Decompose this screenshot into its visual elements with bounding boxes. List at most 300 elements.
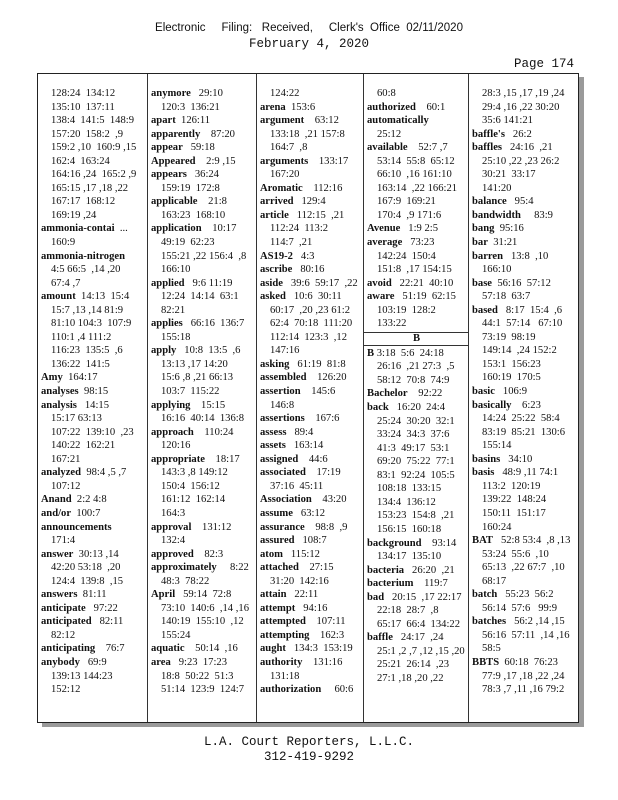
index-term: batch — [472, 589, 498, 601]
index-term: basic — [472, 386, 495, 398]
index-entry-continuation — [469, 87, 579, 101]
index-term: anybody — [41, 656, 80, 668]
index-term: Avenue — [367, 223, 401, 235]
index-term: asking — [260, 358, 290, 370]
index-term: bang — [472, 223, 495, 235]
page-line-refs: 164:16 ,24 165:2 ,9 — [51, 169, 137, 181]
index-entry — [257, 561, 364, 575]
index-entry — [148, 168, 257, 182]
index-entry — [148, 87, 257, 101]
index-term: authorization — [260, 684, 322, 696]
index-entry — [38, 222, 147, 236]
page-line-refs: 33:24 34:3 37:6 — [377, 429, 450, 441]
page-line-refs: 83:1 92:24 105:5 — [377, 469, 455, 481]
index-entry-continuation — [38, 412, 147, 426]
page-line-refs: 149:14 ,24 152:2 — [482, 345, 557, 357]
page-line-refs: 108:18 133:15 — [377, 483, 442, 495]
index-entry — [257, 290, 364, 304]
index-entry-continuation — [364, 155, 469, 169]
page-line-refs: 159:19 172:8 — [161, 182, 220, 194]
page-line-refs: 145:6 — [300, 386, 336, 398]
index-entry-continuation — [364, 317, 469, 331]
page-line-refs: 16:20 24:4 — [388, 402, 446, 414]
index-entry — [257, 182, 364, 196]
index-entry-continuation — [364, 182, 469, 196]
page-line-refs: 132:4 — [161, 535, 186, 547]
index-entry-continuation — [38, 453, 147, 467]
index-term: arrived — [260, 196, 294, 208]
index-entry-continuation — [38, 683, 147, 697]
index-term: asked — [260, 291, 286, 303]
index-term: analyzed — [41, 467, 82, 479]
page-line-refs: 3:18 5:6 24:18 — [374, 347, 444, 359]
index-entry — [469, 534, 579, 548]
page-line-refs: 163:14 ,22 166:21 — [377, 182, 458, 194]
index-entry — [257, 371, 364, 385]
section-letter: B — [364, 332, 469, 346]
index-entry — [38, 399, 147, 413]
index-entry-continuation — [364, 645, 469, 659]
page-line-refs: 57:18 63:7 — [482, 291, 531, 303]
page-line-refs: 25:1 ,2 ,7 ,12 ,15 ,20 — [377, 645, 465, 657]
page-line-refs: 65:13 ,22 67:7 ,10 — [482, 562, 565, 574]
page-line-refs: 95:4 — [506, 196, 534, 208]
index-entry — [469, 128, 579, 142]
index-entry-continuation — [469, 629, 579, 643]
page-line-refs: 53:14 55:8 65:12 — [377, 155, 455, 167]
page-line-refs: 129:4 — [293, 196, 326, 208]
index-entry-continuation — [257, 344, 364, 358]
page-line-refs: 159:2 ,10 160:9 ,15 — [51, 142, 137, 154]
index-term: attached — [260, 562, 299, 574]
index-entry-continuation — [148, 209, 257, 223]
page-line-refs: 42:20 53:18 ,20 — [51, 562, 121, 574]
index-entry — [38, 466, 147, 480]
index-entry-continuation — [469, 317, 579, 331]
page-line-refs: 171:4 — [51, 535, 76, 547]
page-line-refs: 164:7 ,8 — [270, 142, 308, 154]
index-entry-continuation — [469, 575, 579, 589]
page-line-refs: 93:14 — [421, 537, 457, 549]
index-entry — [148, 521, 257, 535]
index-entry-continuation — [148, 670, 257, 684]
page-line-refs: 97:22 — [85, 602, 118, 614]
page-line-refs: 30:21 33:17 — [482, 169, 536, 181]
page-line-refs: 146:8 — [270, 399, 295, 411]
page-line-refs: 14:24 25:22 58:4 — [482, 413, 560, 425]
index-entry — [148, 141, 257, 155]
index-entry-continuation — [38, 87, 147, 101]
filing-header: Electronic Filing: Received, Clerk's Office 02/11/2020 — [155, 22, 463, 34]
index-term: avoid — [367, 277, 392, 289]
index-entry-continuation — [364, 168, 469, 182]
index-term: atom — [260, 548, 283, 560]
page-line-refs: 153:1 156:23 — [482, 358, 541, 370]
court-reporter-phone: 312-419-9292 — [263, 750, 354, 764]
index-entry-continuation — [148, 629, 257, 643]
index-box — [37, 73, 579, 723]
page-line-refs: 53:24 55:6 ,10 — [482, 548, 549, 560]
page-line-refs: 108:7 — [294, 535, 327, 547]
index-entry — [364, 591, 469, 605]
index-term: announcements — [41, 521, 112, 533]
page-line-refs: 136:22 141:5 — [51, 358, 110, 370]
page-line-refs: 141:20 — [482, 182, 512, 194]
index-entry — [257, 114, 364, 128]
index-entry — [469, 236, 579, 250]
page-line-refs: 107:11 — [305, 616, 346, 628]
index-entry — [38, 548, 147, 562]
index-term: area — [151, 656, 171, 668]
index-entry-continuation — [469, 371, 579, 385]
page-line-refs: 161:12 162:14 — [161, 494, 226, 506]
page-line-refs: 36:24 — [186, 169, 219, 181]
index-entry — [364, 277, 469, 291]
page-line-refs: 165:15 ,17 ,18 ,22 — [51, 182, 129, 194]
page-line-refs: 22:18 28:7 ,8 — [377, 605, 439, 617]
page-line-refs: 35:6 141:21 — [482, 115, 533, 127]
index-entry-continuation — [469, 290, 579, 304]
page-line-refs: 2:9 ,15 — [195, 155, 236, 167]
page-line-refs: 167:9 169:21 — [377, 196, 436, 208]
index-entry-continuation — [148, 493, 257, 507]
index-term: assess — [260, 426, 287, 438]
index-term: Aromatic — [260, 182, 303, 194]
index-entry-continuation — [364, 604, 469, 618]
index-entry — [364, 631, 469, 645]
index-term: authority — [260, 656, 303, 668]
page-line-refs: 63:12 — [292, 507, 326, 519]
index-entry-continuation — [148, 290, 257, 304]
index-entry-continuation — [148, 304, 257, 318]
page-line-refs: 112:24 113:2 — [270, 223, 329, 235]
index-term: attempted — [260, 616, 306, 628]
page-line-refs: 66:10 ,16 161:10 — [377, 169, 452, 181]
page-line-refs: 167:20 — [270, 169, 300, 181]
index-term: aware — [367, 291, 395, 303]
page-line-refs: 6:23 — [511, 399, 541, 411]
index-entry — [257, 209, 364, 223]
page-line-refs: 21:8 — [197, 196, 227, 208]
index-entry-continuation — [148, 385, 257, 399]
index-entry — [148, 128, 257, 142]
page-line-refs: 160:19 170:5 — [482, 372, 541, 384]
index-entry-continuation — [364, 442, 469, 456]
page-line-refs: 73:23 — [402, 237, 435, 249]
index-entry-continuation — [38, 358, 147, 372]
index-entry-continuation — [148, 602, 257, 616]
index-term: and/or — [41, 507, 72, 519]
index-entry-continuation — [469, 521, 579, 535]
page-line-refs: 147:16 — [270, 345, 300, 357]
page-line-refs: 24:17 ,24 — [392, 632, 444, 644]
index-column-4 — [363, 74, 469, 722]
index-entry-continuation — [364, 87, 469, 101]
page-line-refs: 52:7 ,7 — [407, 142, 448, 154]
index-entry — [469, 304, 579, 318]
page-line-refs: 152:12 — [51, 684, 81, 696]
index-entry-continuation — [148, 371, 257, 385]
page-line-refs: 25:12 — [377, 128, 402, 140]
index-term: apparently — [151, 128, 201, 140]
index-entry-continuation — [364, 550, 469, 564]
index-entry-continuation — [257, 168, 364, 182]
index-term: amount — [41, 291, 76, 303]
index-entry-continuation — [469, 358, 579, 372]
page-line-refs: 87:20 — [200, 128, 235, 140]
index-term: baffle's — [472, 128, 505, 140]
index-entry-continuation — [38, 575, 147, 589]
index-term: arguments — [260, 155, 309, 167]
page-line-refs: 78:3 ,7 ,11 ,16 79:2 — [482, 684, 565, 696]
page-line-refs: 25:24 30:20 32:1 — [377, 415, 455, 427]
index-term: application — [151, 223, 202, 235]
page-line-refs: 25:10 ,22 ,23 26:2 — [482, 155, 560, 167]
index-entry-continuation — [38, 141, 147, 155]
index-entry-continuation — [38, 277, 147, 291]
index-entry-continuation — [148, 358, 257, 372]
index-entry-continuation — [364, 482, 469, 496]
index-term: aside — [260, 277, 283, 289]
index-entry-continuation — [148, 534, 257, 548]
page-line-refs: 13:13 ,17 14:20 — [161, 358, 228, 370]
page-line-refs: 25:21 26:14 ,23 — [377, 659, 450, 671]
index-term: bar — [472, 237, 488, 249]
index-entry — [148, 426, 257, 440]
page-line-refs: 29:4 ,16 ,22 30:20 — [482, 101, 560, 113]
index-term: baffles — [472, 142, 503, 154]
page-line-refs: 107:22 139:10 ,23 — [51, 426, 134, 438]
index-entry — [38, 642, 147, 656]
index-entry — [364, 236, 469, 250]
page-line-refs: 112:16 — [302, 182, 343, 194]
index-entry — [257, 101, 364, 115]
index-entry-continuation — [38, 304, 147, 318]
page-line-refs: 77:9 ,17 ,18 ,22 ,24 — [482, 670, 565, 682]
index-term: article — [260, 209, 289, 221]
page-line-refs: 82:11 — [91, 616, 124, 628]
page-line-refs: 162:3 — [309, 629, 345, 641]
index-entry-continuation — [364, 618, 469, 632]
index-entry — [257, 507, 364, 521]
index-term: apply — [151, 345, 177, 357]
index-term: anticipated — [41, 616, 92, 628]
page-line-refs: 50:14 ,16 — [184, 643, 238, 655]
index-term: Amy — [41, 372, 63, 384]
page-line-refs: 52:8 53:4 ,8 ,13 — [493, 535, 571, 547]
index-entry-continuation — [38, 101, 147, 115]
page-line-refs: 18:17 — [204, 453, 240, 465]
page-line-refs: 155:18 — [161, 331, 191, 343]
page-line-refs: 37:16 45:11 — [270, 480, 324, 492]
index-entry-continuation — [364, 209, 469, 223]
index-entry-continuation — [38, 331, 147, 345]
page-line-refs: 167:21 — [51, 453, 81, 465]
index-entry-continuation — [469, 155, 579, 169]
index-entry-continuation — [469, 331, 579, 345]
index-entry — [148, 195, 257, 209]
page-line-refs: 164:17 — [62, 372, 98, 384]
index-term: applied — [151, 277, 185, 289]
index-term: Association — [260, 494, 312, 506]
page-line-refs: 135:10 137:11 — [51, 101, 115, 113]
page-line-refs: 56:16 57:12 — [492, 277, 551, 289]
index-term: basis — [472, 467, 495, 479]
index-term: balance — [472, 196, 507, 208]
index-entry-continuation — [38, 534, 147, 548]
page-line-refs: 15:15 — [190, 399, 226, 411]
index-entry-continuation — [38, 670, 147, 684]
index-entry — [469, 141, 579, 155]
page-line-refs: 20:15 ,17 22:17 — [384, 591, 462, 603]
index-entry-continuation — [38, 629, 147, 643]
index-entry — [148, 588, 257, 602]
page-line-refs: 59:18 — [182, 142, 215, 154]
page-line-refs: 65:17 66:4 134:22 — [377, 618, 460, 630]
index-term: assembled — [260, 372, 307, 384]
page-line-refs: 12:24 14:14 63:1 — [161, 291, 239, 303]
page-line-refs: 14:13 15:4 — [75, 291, 130, 303]
page-line-refs: 95:16 — [494, 223, 524, 235]
page-line-refs: 112:15 ,21 — [288, 209, 345, 221]
index-entry — [257, 683, 364, 697]
page-line-refs: 110:1 ,4 111:2 — [51, 331, 112, 343]
index-term: baffle — [367, 632, 393, 644]
page-line-refs: 120:16 — [161, 440, 191, 452]
page-line-refs: 22:11 — [286, 589, 319, 601]
index-entry — [364, 577, 469, 591]
index-entry-continuation — [257, 128, 364, 142]
page-line-refs: 58:5 — [482, 643, 501, 655]
page-line-refs: 170:4 ,9 171:6 — [377, 209, 442, 221]
index-entry-continuation — [38, 195, 147, 209]
index-entry — [257, 534, 364, 548]
page-line-refs: 98:8 ,9 — [304, 521, 348, 533]
page-line-refs: 113:2 120:19 — [482, 480, 541, 492]
page-line-refs: 114:7 ,21 — [270, 237, 313, 249]
page-line-refs: 134:17 135:10 — [377, 551, 442, 563]
index-term: anticipating — [41, 643, 96, 655]
index-term: BAT — [472, 535, 493, 547]
index-entry-continuation — [148, 250, 257, 264]
page-line-refs: 163:14 — [285, 440, 324, 452]
page-line-refs: 1:9 2:5 — [400, 223, 439, 235]
index-entry-continuation — [257, 670, 364, 684]
index-entry — [148, 317, 257, 331]
index-entry-continuation — [364, 455, 469, 469]
index-entry-continuation — [148, 236, 257, 250]
page-line-refs: 73:19 98:19 — [482, 331, 536, 343]
index-entry-continuation — [38, 209, 147, 223]
index-entry-continuation — [257, 317, 364, 331]
index-entry-continuation — [469, 507, 579, 521]
index-term: appears — [151, 169, 187, 181]
page-line-refs: 153:23 154:8 ,21 — [377, 510, 455, 522]
index-term: applying — [151, 399, 191, 411]
index-column-2 — [147, 74, 257, 722]
index-term: aught — [260, 643, 286, 655]
index-entry — [364, 114, 469, 128]
page-line-refs: 133:17 — [308, 155, 349, 167]
index-entry — [257, 588, 364, 602]
page-line-refs: 26:20 ,21 — [404, 564, 455, 576]
page-line-refs: 8:17 15:4 ,6 — [497, 304, 563, 316]
index-term: answer — [41, 548, 74, 560]
page-line-refs: 164:3 — [161, 507, 186, 519]
index-entry-continuation — [364, 509, 469, 523]
index-entry — [469, 453, 579, 467]
page-line-refs: 60:18 76:23 — [499, 656, 558, 668]
index-term: average — [367, 237, 403, 249]
index-entry-continuation — [257, 222, 364, 236]
index-entry-continuation — [38, 236, 147, 250]
index-entry-continuation — [148, 615, 257, 629]
page-line-refs: 17:19 — [305, 467, 341, 479]
index-entry-continuation — [148, 331, 257, 345]
page-line-refs: 83:9 — [520, 209, 553, 221]
index-entry-continuation — [148, 683, 257, 697]
index-term: April — [151, 589, 176, 601]
index-entry — [257, 615, 364, 629]
index-term: aquatic — [151, 643, 185, 655]
index-entry-continuation — [364, 523, 469, 537]
page-line-refs: 28:3 ,15 ,17 ,19 ,24 — [482, 88, 565, 99]
index-entry — [257, 250, 364, 264]
page-line-refs: 150:11 151:17 — [482, 507, 546, 519]
index-entry — [364, 401, 469, 415]
index-entry-continuation — [148, 263, 257, 277]
index-entry-continuation — [469, 168, 579, 182]
index-entry — [148, 453, 257, 467]
page-line-refs: 153:6 — [285, 101, 316, 113]
index-term: approval — [151, 521, 192, 533]
index-entry-continuation — [469, 101, 579, 115]
page-line-refs: 155:14 — [482, 440, 512, 452]
page-line-refs: 10:6 30:11 — [285, 291, 342, 303]
index-entry — [257, 548, 364, 562]
index-entry — [469, 615, 579, 629]
index-entry — [469, 209, 579, 223]
index-entry-continuation — [364, 415, 469, 429]
index-entry — [38, 521, 147, 535]
index-entry-continuation — [364, 469, 469, 483]
page-line-refs: 167:6 — [304, 413, 340, 425]
page-line-refs: 43:20 — [311, 494, 347, 506]
index-term: approved — [151, 548, 194, 560]
page-line-refs: 133:18 ,21 157:8 — [270, 128, 345, 140]
index-entry — [469, 222, 579, 236]
index-entry-continuation — [469, 480, 579, 494]
index-term: assigned — [260, 453, 299, 465]
index-entry-continuation — [257, 575, 364, 589]
page-line-refs: 13:8 ,10 — [503, 250, 549, 262]
page-line-refs: 15:6 ,8 ,21 66:13 — [161, 372, 234, 384]
page-line-refs: 62:4 70:18 111:20 — [270, 318, 353, 330]
page-line-refs: 58:12 70:8 74:9 — [377, 374, 450, 386]
index-entry-continuation — [364, 195, 469, 209]
page-line-refs: 15:17 63:13 — [51, 413, 102, 425]
index-term: BBTS — [472, 656, 500, 668]
page-line-refs: 22:21 40:10 — [391, 277, 454, 289]
index-entry-continuation — [257, 399, 364, 413]
page-line-refs: 128:24 134:12 — [51, 88, 116, 99]
page-line-refs: 4:5 66:5 ,14 ,20 — [51, 264, 121, 276]
index-entry — [469, 588, 579, 602]
page-line-refs: 126:11 — [175, 115, 211, 127]
index-term: B — [367, 347, 375, 359]
page-line-refs: 51:14 123:9 124:7 — [161, 684, 244, 696]
index-entry — [257, 439, 364, 453]
